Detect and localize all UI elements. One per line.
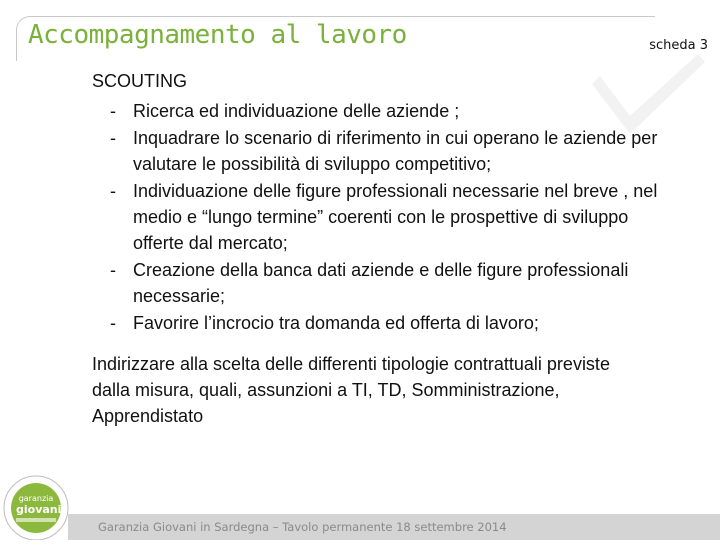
dash-marker: - (110, 260, 116, 280)
slide-content (92, 68, 672, 429)
dash-marker: - (110, 313, 116, 333)
list-item-text: Individuazione delle figure professionali necessarie nel breve , nel medio e “lungo termine” coerenti con le prospettive di sviluppo offerte dal mercato; (133, 181, 658, 253)
slide-tag: scheda 3 (649, 38, 708, 53)
dash-marker: - (110, 128, 116, 148)
list-item-text: Favorire l’incrocio tra domanda ed offerta di lavoro; (133, 313, 539, 333)
logo-line1: garanzia (18, 494, 54, 503)
page-title: Accompagnamento al lavoro (28, 20, 407, 50)
list-item-text: Ricerca ed individuazione delle aziende ; (133, 101, 460, 121)
footer-text: Garanzia Giovani in Sardegna – Tavolo permanente 18 settembre 2014 (98, 520, 507, 534)
bullet-list (92, 98, 672, 336)
list-item (92, 310, 672, 336)
list-item (92, 257, 672, 309)
list-item (92, 178, 672, 256)
list-item-text: Inquadrare lo scenario di riferimento in cui operano le aziende per valutare le possibilità di sviluppo competitivo; (133, 128, 658, 174)
section-heading: SCOUTING (92, 71, 188, 91)
garanzia-giovani-logo (2, 474, 72, 540)
dash-marker: - (110, 181, 116, 201)
summary-paragraph: Indirizzare alla scelta delle differenti tipologie contrattuali previste dalla misura, quali, assunzioni a TI, TD, Somministrazione, Apprendistato (92, 354, 610, 426)
dash-marker: - (110, 101, 116, 121)
logo-line2: giovani (16, 503, 62, 516)
list-item-text: Creazione della banca dati aziende e delle figure professionali necessarie; (133, 260, 629, 306)
list-item (92, 98, 672, 124)
list-item (92, 125, 672, 177)
